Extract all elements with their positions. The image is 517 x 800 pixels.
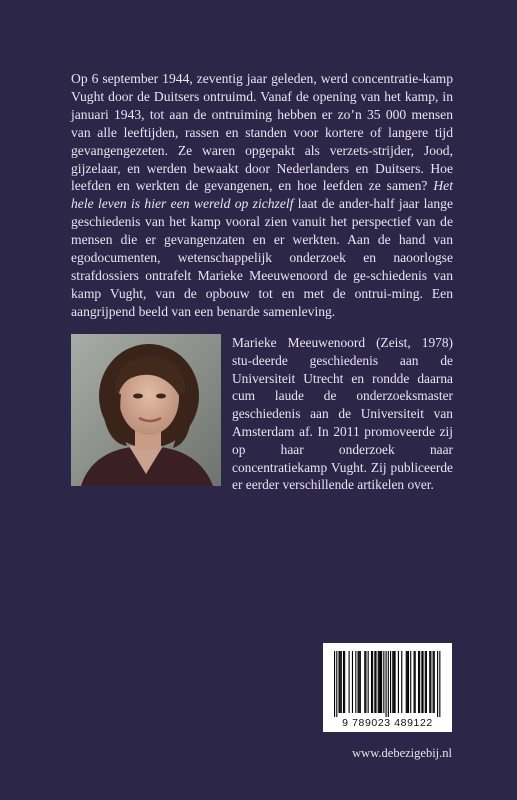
barcode-bar <box>380 651 381 713</box>
publisher-website[interactable]: www.debezigebij.nl <box>352 746 452 760</box>
barcode-bar <box>386 651 387 717</box>
book-title-italic: Het hele leven is hier een wereld op zichzelf <box>71 178 453 212</box>
barcode-bar <box>426 651 427 713</box>
barcode-bar <box>398 651 399 713</box>
barcode-bar <box>352 651 353 713</box>
blurb-text-2: laat de ander-half jaar lange geschiedenis van het kamp vooral zien vanuit het perspectief van de mensen die er gevangenzaten en er werkten. Aan de hand van egodocumenten, wetenschappelijk onderzoek en naoorlogse strafdossiers ontrafelt Marieke Meeuwenoord de ge-schiedenis van kamp Vught, van de opbouw tot en met de ontrui-ming. Een aangrijpend beeld van een benarde samenleving. <box>71 196 454 319</box>
barcode-bar <box>365 651 366 713</box>
barcode-bar <box>334 651 335 717</box>
author-bio: Marieke Meeuwenoord (Zeist, 1978) stu-deerde geschiedenis aan de Universiteit Utrecht en rondde daarna cum laude de onderzoeksmaster geschiedenis aan de Universiteit van Amsterdam af. In 2011 promoveerde zij op haar onderzoek naar concentratiekamp Vught. Zij publiceerde er eerder verschillende artikelen over. <box>232 335 453 493</box>
blurb-text-1: Op 6 september 1944, zeventig jaar geleden, werd concentratie-kamp Vught door de Duitsers ontruimd. Vanaf de opening van het kamp, in januari 1943, tot aan de ontruiming hebben er zo’n 35 000 mensen van alle leeftijden, rassen en standen voor kortere of langere tijd gevangengezeten. Ze waren opgepakt als verzets-strijder, Jood, gijzelaar, en werden bewaakt door Nederlanders en Duitsers. Hoe leefden en werkten de gevangenen, en hoe leefden ze samen? <box>71 71 453 194</box>
barcode-bar <box>439 651 440 717</box>
barcode-bar <box>338 651 339 713</box>
barcode-bar <box>343 651 344 713</box>
barcode-bar <box>381 651 382 713</box>
barcode-bar <box>368 651 369 713</box>
barcode-bar <box>392 651 393 713</box>
barcode-bar <box>406 651 407 713</box>
barcode-bar <box>429 651 430 713</box>
barcode-bar <box>410 651 411 713</box>
barcode-bar <box>401 651 402 713</box>
barcode-bar <box>364 651 365 713</box>
barcode-bar <box>349 651 350 713</box>
barcode-bar <box>383 651 384 713</box>
isbn-number: 9 789023 489122 <box>342 717 433 729</box>
barcode-bar <box>430 651 431 713</box>
barcode-bar <box>390 651 391 713</box>
barcode-bar <box>393 651 394 713</box>
barcode-bar <box>344 651 345 713</box>
barcode-bar <box>355 651 356 713</box>
barcode-bar <box>340 651 341 713</box>
barcode-bar <box>359 651 360 713</box>
barcode-bar <box>408 651 409 713</box>
barcode-bar <box>418 651 419 713</box>
barcode-bar <box>388 651 389 717</box>
barcode-bar <box>414 651 415 713</box>
barcode-bar <box>434 651 435 713</box>
barcode-bar <box>422 651 423 713</box>
barcode-bar <box>407 651 408 713</box>
barcode-bar <box>415 651 416 713</box>
barcode-bar <box>378 651 379 713</box>
barcode-bar <box>358 651 359 713</box>
barcode-bar <box>419 651 420 713</box>
barcode-bar <box>360 651 361 713</box>
barcode-bar <box>336 651 337 717</box>
barcode-bars <box>323 643 452 718</box>
barcode-bar <box>341 651 342 713</box>
barcode-bar <box>437 651 438 717</box>
isbn-barcode <box>323 643 452 732</box>
author-photo <box>71 334 221 486</box>
barcode-bar <box>371 651 372 713</box>
barcode-bar <box>375 651 376 713</box>
barcode-bar <box>379 651 380 713</box>
barcode-bar <box>425 651 426 713</box>
back-cover-blurb <box>71 70 453 321</box>
barcode-bar <box>433 651 434 713</box>
barcode-bar <box>372 651 373 713</box>
barcode-bar <box>421 651 422 713</box>
barcode-bar <box>394 651 395 713</box>
barcode-bar <box>374 651 375 713</box>
